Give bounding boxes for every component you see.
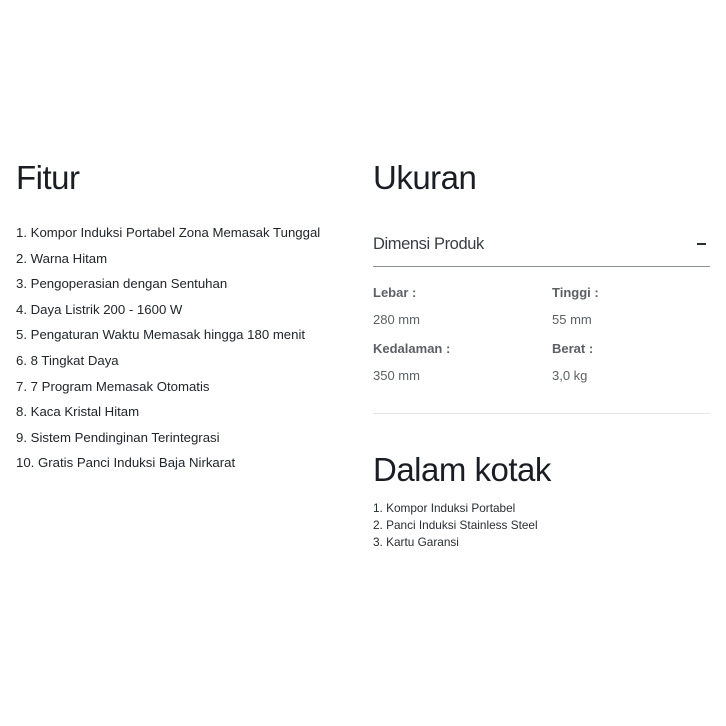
- accordion-title: Dimensi Produk: [373, 234, 484, 253]
- size-section: [373, 158, 710, 551]
- dimensions-accordion-toggle[interactable]: [373, 222, 710, 267]
- dimension-value: 350 mm: [373, 368, 420, 383]
- dimensions-grid: [373, 267, 710, 414]
- list-item: 6. 8 Tingkat Daya: [16, 352, 119, 368]
- dimension-label: Kedalaman :: [373, 341, 451, 356]
- list-item: 2. Warna Hitam: [16, 250, 108, 266]
- dimension-value: 280 mm: [373, 312, 420, 327]
- dimension-width: [373, 283, 552, 339]
- size-title: Ukuran: [373, 159, 477, 196]
- list-item: 9. Sistem Pendinginan Terintegrasi: [16, 429, 220, 445]
- list-item: 10. Gratis Panci Induksi Baja Nirkarat: [16, 455, 236, 471]
- list-item: 1. Kompor Induksi Portabel: [373, 501, 516, 515]
- dimension-depth: [373, 339, 552, 395]
- list-item: 5. Pengaturan Waktu Memasak hingga 180 menit: [16, 327, 306, 343]
- dimension-label: Lebar :: [373, 285, 417, 300]
- minus-icon[interactable]: [697, 243, 706, 245]
- dimension-height: [552, 283, 710, 339]
- list-item: 4. Daya Listrik 200 - 1600 W: [16, 301, 183, 317]
- list-item: 8. Kaca Kristal Hitam: [16, 404, 140, 420]
- features-section: [16, 158, 346, 476]
- dimension-value: 55 mm: [552, 312, 592, 327]
- in-box-list: [373, 500, 710, 551]
- in-box-title: Dalam kotak: [373, 451, 551, 488]
- list-item: 2. Panci Induksi Stainless Steel: [373, 518, 538, 532]
- list-item: 7. 7 Program Memasak Otomatis: [16, 378, 210, 394]
- dimension-weight: [552, 339, 710, 395]
- list-item: 3. Pengoperasian dengan Sentuhan: [16, 276, 228, 292]
- list-item: 1. Kompor Induksi Portabel Zona Memasak Tunggal: [16, 225, 321, 240]
- dimension-value: 3,0 kg: [552, 368, 588, 383]
- features-title: Fitur: [16, 159, 80, 196]
- features-list: [16, 220, 346, 476]
- dimension-label: Berat :: [552, 341, 594, 356]
- list-item: 3. Kartu Garansi: [373, 535, 459, 549]
- dimension-label: Tinggi :: [552, 285, 599, 300]
